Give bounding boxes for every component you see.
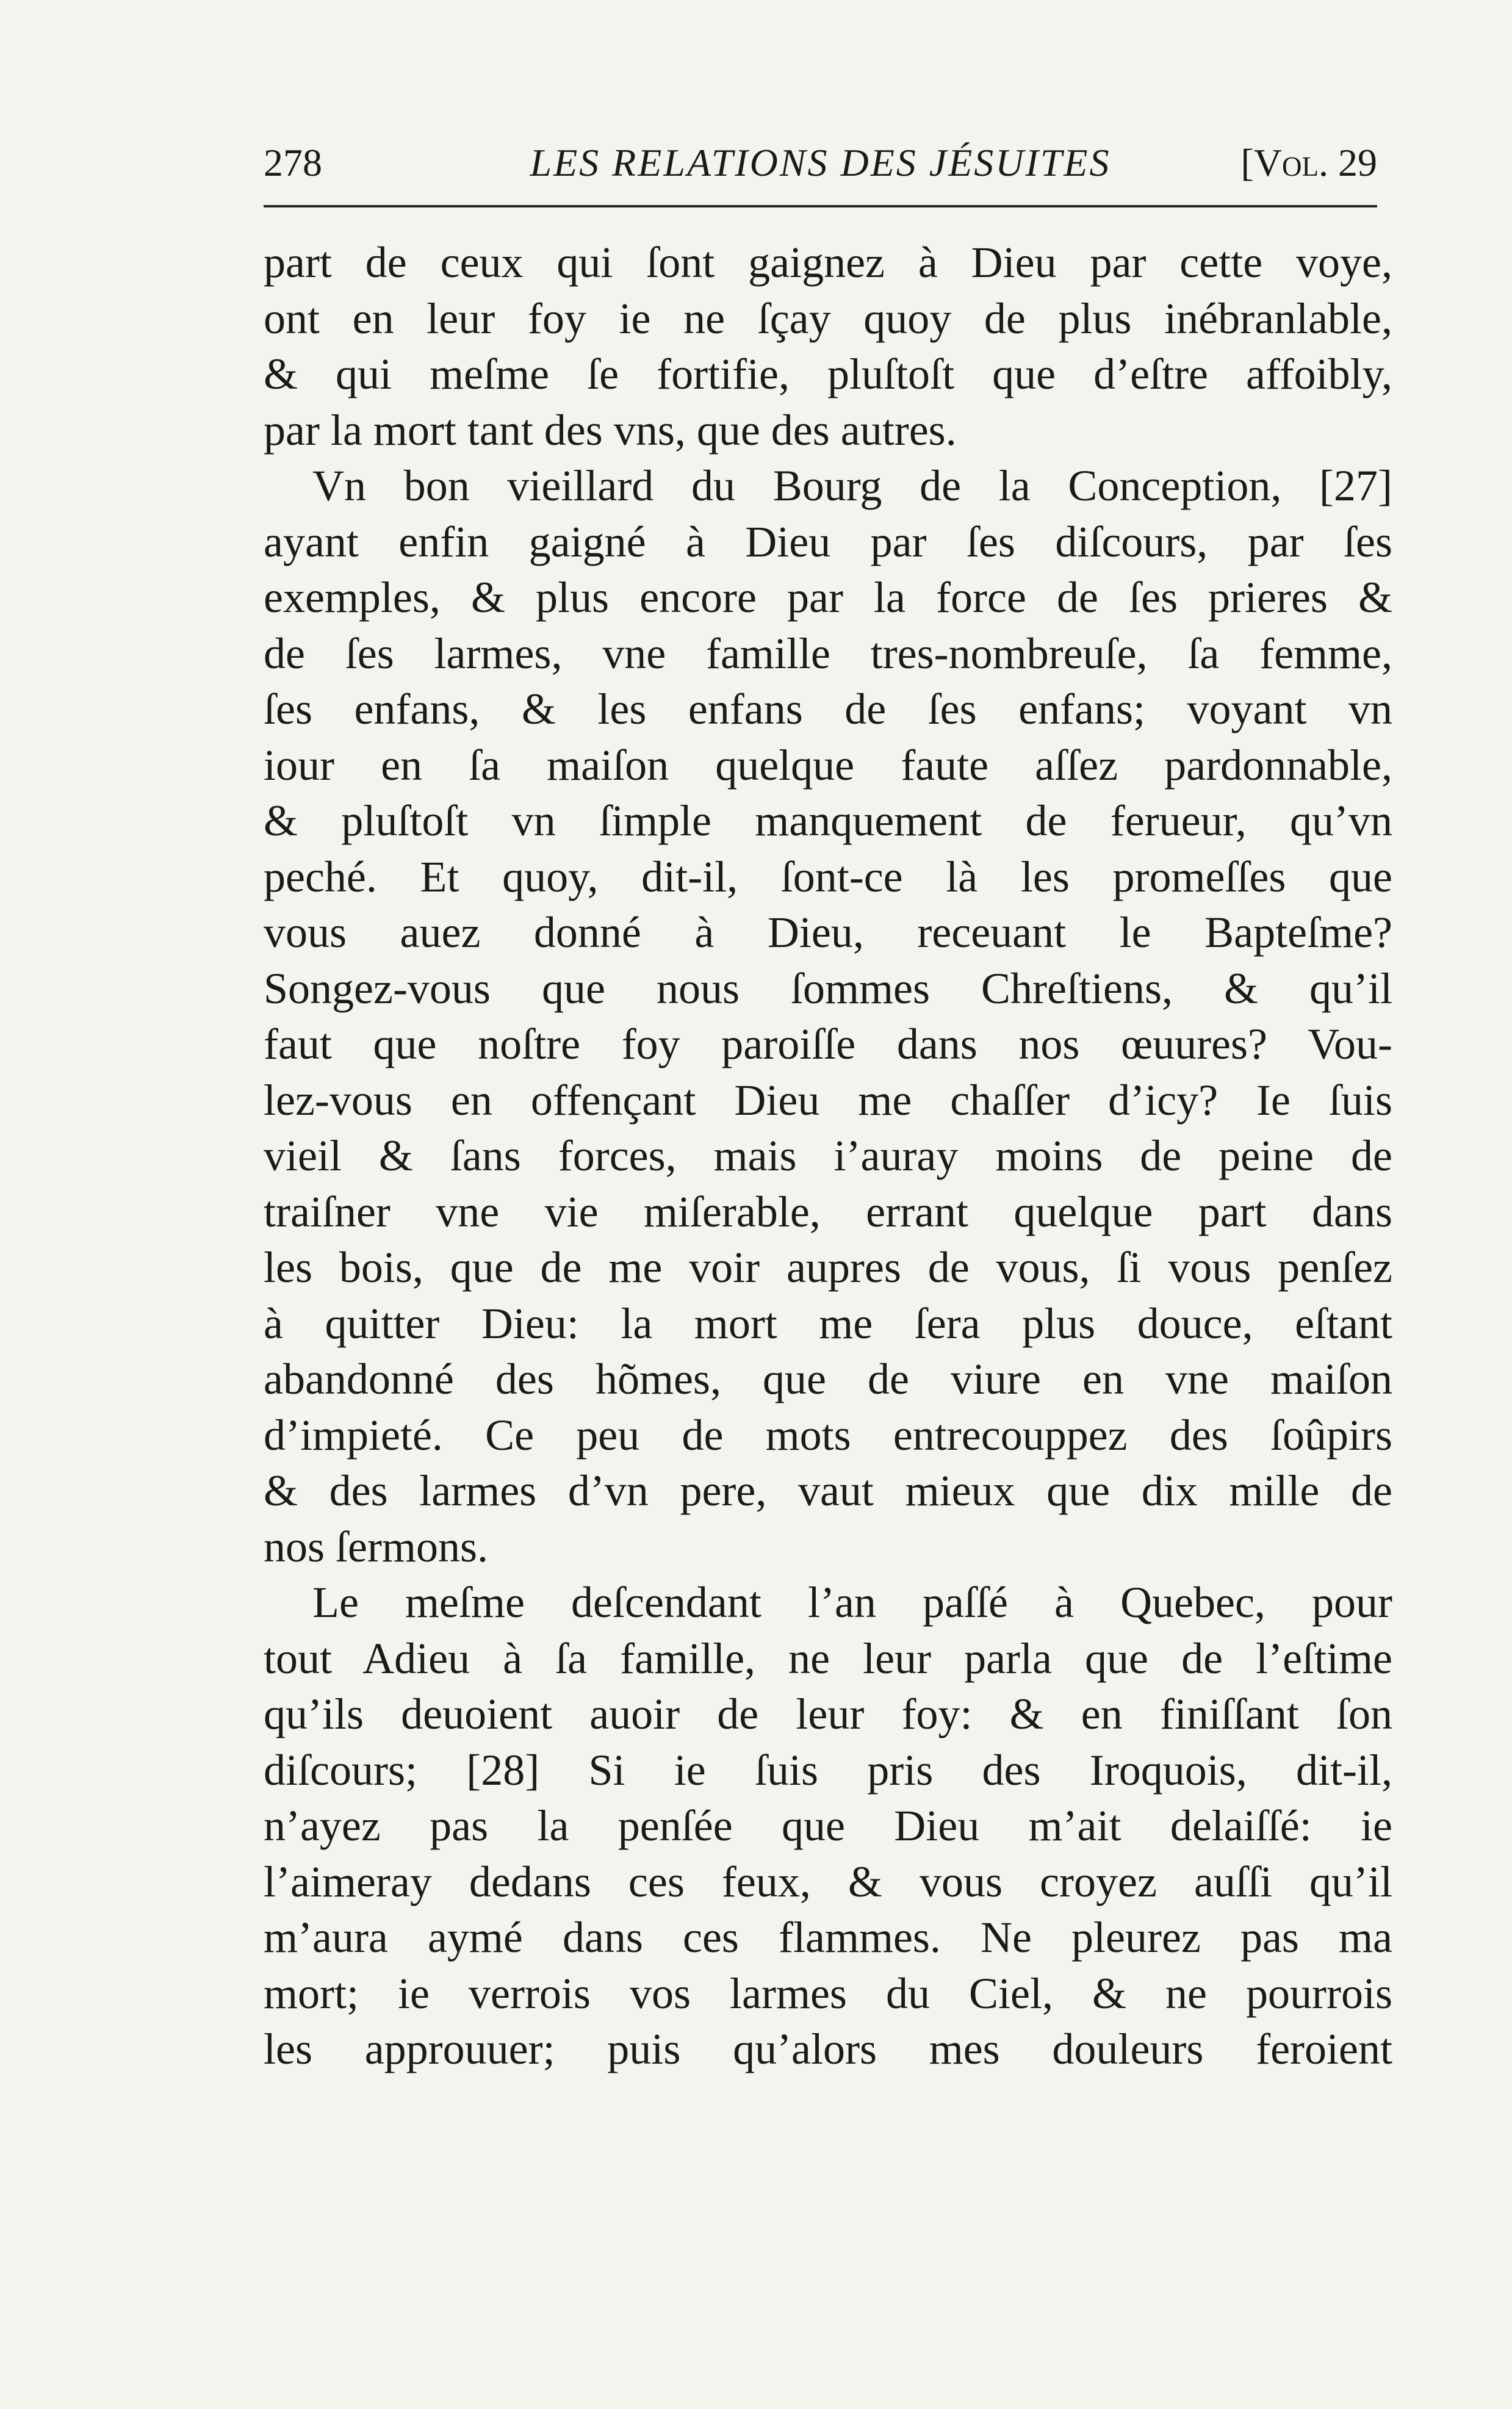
- text-line: ayant enfin gaigné à Dieu par ſes diſcours, par ſes: [264, 517, 1392, 566]
- text-line: & des larmes d’vn pere, vaut mieux que dix mille de: [264, 1466, 1392, 1515]
- text-line: par la mort tant des vns, que des autres.: [264, 405, 957, 455]
- running-title: LES RELATIONS DES JÉSUITES: [530, 141, 1111, 184]
- text-line: d’impieté. Ce peu de mots entrecouppez des ſoûpirs: [264, 1410, 1392, 1460]
- text-line: qu’ils deuoient auoir de leur foy: & en finiſſant ſon: [264, 1690, 1392, 1738]
- text-line: de ſes larmes, vne famille tres-nombreuſe, ſa femme,: [264, 628, 1392, 678]
- text-line: peché. Et quoy, dit-il, ſont-ce là les promeſſes que: [264, 852, 1392, 901]
- text-line: ſes enfans, & les enfans de ſes enfans; voyant vn: [264, 685, 1392, 733]
- text-line: exemples, & plus encore par la force de ſes prieres &: [264, 573, 1392, 622]
- text-line: n’ayez pas la penſée que Dieu m’ait delaiſſé: ie: [264, 1801, 1392, 1850]
- text-line: lez-vous en offençant Dieu me chaſſer d’icy? Ie ſuis: [264, 1075, 1392, 1125]
- running-head: [264, 135, 1377, 190]
- text-line: mort; ie verrois vos larmes du Ciel, & ne pourrois: [264, 1968, 1392, 2018]
- text-line: les approuuer; puis qu’alors mes douleurs feroient: [264, 2025, 1392, 2073]
- text-line: & pluſtoſt vn ſimple manquement de ferueur, qu’vn: [264, 796, 1392, 845]
- text-line: les bois, que de me voir aupres de vous, ſi vous penſez: [264, 1243, 1392, 1292]
- volume-label: [Vol. 29: [1240, 141, 1377, 184]
- page-number: 278: [264, 141, 322, 184]
- text-line: vous auez donné à Dieu, receuant le Bapteſme?: [264, 908, 1392, 957]
- text-line: & qui meſme ſe fortifie, pluſtoſt que d’eſtre affoibly,: [264, 350, 1392, 398]
- text-line: l’aimeray dedans ces feux, & vous croyez auſſi qu’il: [264, 1857, 1392, 1906]
- text-line: vieil & ſans forces, mais i’auray moins de peine de: [264, 1131, 1392, 1180]
- text-line: Vn bon vieillard du Bourg de la Conception, [27]: [312, 461, 1392, 510]
- text-line: m’aura aymé dans ces flammes. Ne pleurez pas ma: [264, 1913, 1392, 1962]
- text-line: ont en leur foy ie ne ſçay quoy de plus inébranlable,: [264, 293, 1392, 343]
- text-line: faut que noſtre foy paroiſſe dans nos œuures? Vou-: [264, 1020, 1392, 1068]
- text-line: traiſner vne vie miſerable, errant quelque part dans: [264, 1187, 1392, 1236]
- text-line: diſcours; [28] Si ie ſuis pris des Iroquois, dit-il,: [264, 1745, 1392, 1795]
- text-line: abandonné des hõmes, que de viure en vne maiſon: [264, 1355, 1392, 1403]
- text-line: part de ceux qui ſont gaignez à Dieu par cette voye,: [264, 238, 1392, 287]
- text-line: Le meſme deſcendant l’an paſſé à Quebec, pour: [312, 1578, 1392, 1627]
- text-line: tout Adieu à ſa famille, ne leur parla que de l’eſtime: [264, 1633, 1392, 1683]
- text-line: Songez-vous que nous ſommes Chreſtiens, & qu’il: [264, 963, 1392, 1013]
- text-line: iour en ſa maiſon quelque faute aſſez pardonnable,: [264, 740, 1392, 790]
- text-line: nos ſermons.: [264, 1522, 488, 1571]
- body-text: [264, 235, 1392, 2078]
- header-rule: [264, 205, 1377, 207]
- text-line: à quitter Dieu: la mort me ſera plus douce, eſtant: [264, 1298, 1392, 1348]
